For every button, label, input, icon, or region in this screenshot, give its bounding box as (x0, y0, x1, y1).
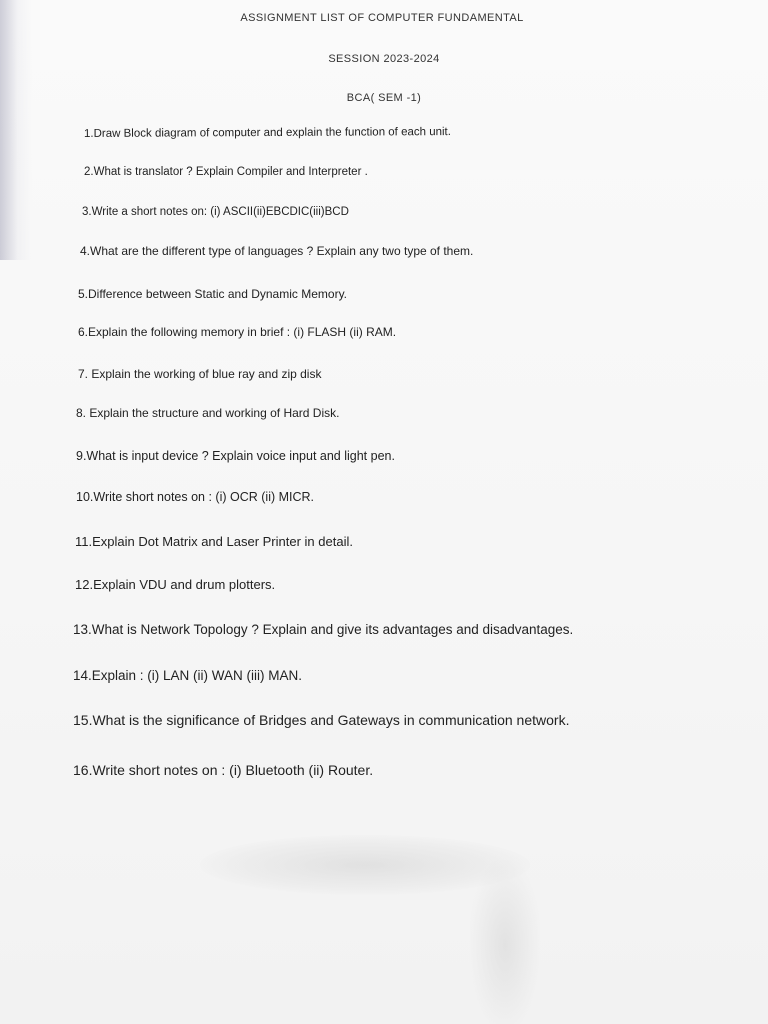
assignment-title: ASSIGNMENT LIST OF COMPUTER FUNDAMENTAL (240, 12, 524, 24)
question-item: 6.Explain the following memory in brief : (i) FLASH (ii) RAM. (78, 325, 397, 339)
question-item: 16.Write short notes on : (i) Bluetooth (ii) Router. (73, 762, 374, 778)
question-item: 8. Explain the structure and working of Hard Disk. (76, 406, 340, 420)
question-item: 12.Explain VDU and drum plotters. (75, 577, 276, 592)
question-item: 5.Difference between Static and Dynamic Memory. (78, 287, 348, 301)
question-item: 9.What is input device ? Explain voice input and light pen. (76, 449, 395, 463)
question-item: 4.What are the different type of languages ? Explain any two type of them. (80, 244, 474, 258)
session-label: SESSION 2023-2024 (328, 53, 440, 65)
question-item: 10.Write short notes on : (i) OCR (ii) MICR. (76, 490, 315, 504)
question-item: 1.Draw Block diagram of computer and explain the function of each unit. (83, 126, 451, 140)
page-edge-shadow (0, 0, 32, 260)
question-item: 13.What is Network Topology ? Explain and give its advantages and disadvantages. (73, 622, 574, 637)
question-item: 15.What is the significance of Bridges and Gateways in communication network. (73, 712, 570, 728)
question-item: 3.Write a short notes on: (i) ASCII(ii)EBCDIC(iii)BCD (82, 206, 349, 218)
question-item: 11.Explain Dot Matrix and Laser Printer in detail. (75, 534, 353, 549)
paper-smudge (470, 860, 540, 1024)
course-label: BCA( SEM -1) (346, 92, 422, 104)
question-item: 2.What is translator ? Explain Compiler and Interpreter . (84, 166, 368, 178)
question-item: 14.Explain : (i) LAN (ii) WAN (iii) MAN. (73, 668, 303, 683)
question-item: 7. Explain the working of blue ray and zip disk (78, 367, 322, 381)
